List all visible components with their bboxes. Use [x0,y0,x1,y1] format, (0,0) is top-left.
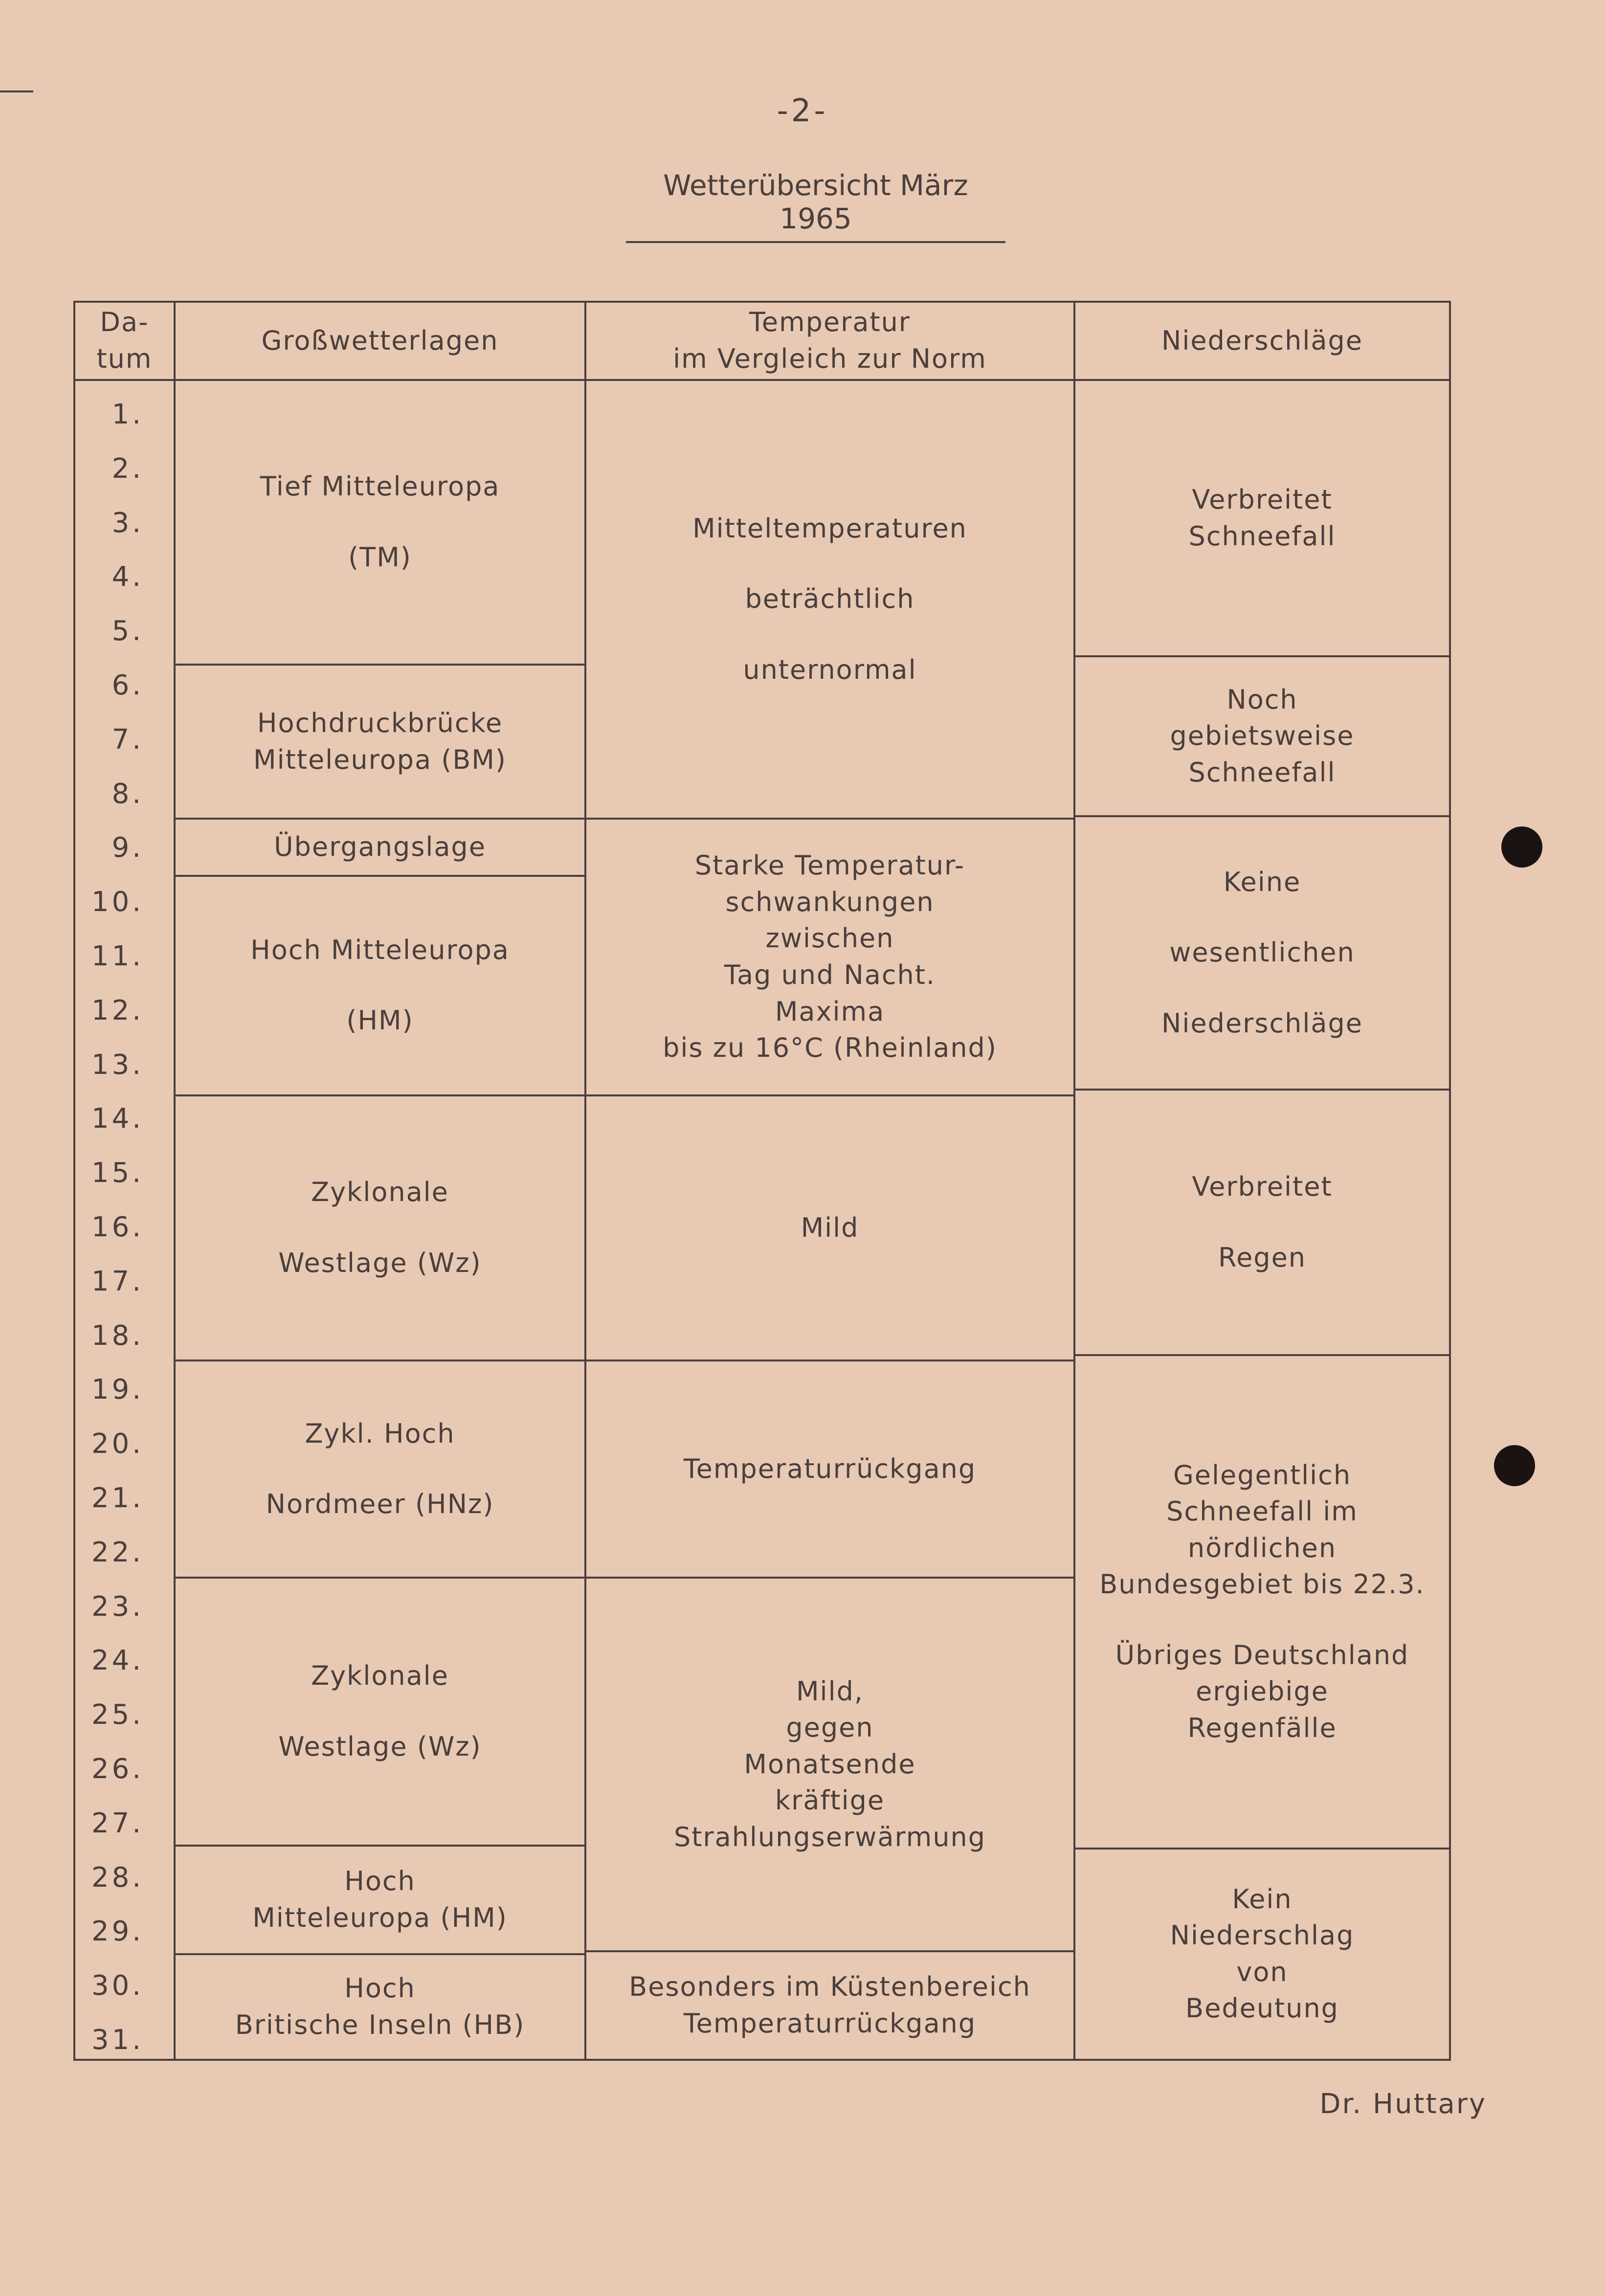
header-temperatur-line: Temperatur [749,307,911,338]
day-number: 15. [91,1157,144,1189]
day-number: 28. [91,1861,144,1894]
niederschlag-cell-line: Bundesgebiet bis 22.3. [1099,1569,1425,1600]
niederschlag-cell-line: Verbreitet [1192,484,1333,515]
grosswetterlage-cell-line: Hochdruckbrücke [257,708,503,739]
niederschlag-cell-line: Schneefall [1188,757,1336,788]
grosswetterlage-cell [174,1953,586,2061]
day-number: 20. [91,1428,144,1460]
day-number: 10. [91,886,144,918]
grosswetterlage-cell-line: Zyklonale [311,1660,449,1692]
grosswetterlage-cell-line: Britische Inseln (HB) [235,2009,525,2040]
niederschlag-cell [1073,1354,1451,1849]
day-number: 4. [111,561,144,593]
day-number: 19. [91,1374,144,1406]
temperatur-cell-line: Temperaturrückgang [683,1453,977,1484]
temperatur-cell-line: gegen [786,1712,874,1743]
niederschlag-cell-line: Niederschlag [1170,1920,1355,1951]
punch-hole [1501,826,1542,868]
day-number: 30. [91,1970,144,2002]
temperatur-cell-line: bis zu 16°C (Rheinland) [663,1032,997,1064]
temperatur-cell-line: Starke Temperatur- [694,850,965,881]
grosswetterlage-cell-line: Übergangslage [274,831,486,863]
temperatur-cell-line: Mitteltemperaturen [692,513,967,544]
day-number: 2. [111,452,144,485]
niederschlag-cell-line: von [1236,1956,1288,1987]
grosswetterlage-cell-line: Nordmeer (HNz) [266,1489,494,1520]
temperatur-cell-line: Mild, [796,1675,864,1707]
header-datum-line: tum [96,343,153,374]
niederschlag-cell-line: ergiebige [1196,1676,1329,1707]
grosswetterlage-cell [174,875,586,1096]
day-number: 14. [91,1103,144,1135]
niederschlag-cell-line: Bedeutung [1185,1993,1339,2024]
day-number: 27. [91,1807,144,1839]
niederschlag-cell-line: Schneefall im [1166,1496,1358,1527]
niederschlag-cell-line: Übriges Deutschland [1115,1639,1409,1671]
day-number: 24. [91,1645,144,1677]
day-number: 22. [91,1536,144,1568]
niederschlag-cell-line: Regen [1218,1242,1307,1273]
grosswetterlage-cell-line: Mitteleuropa (HM) [252,1902,508,1933]
day-number: 29. [91,1916,144,1948]
niederschlag-cell-line: nördlichen [1187,1532,1337,1563]
page-number: -2- [777,93,828,129]
temperatur-cell [584,1360,1075,1578]
temperatur-cell [584,818,1075,1096]
grosswetterlage-cell-line: Zyklonale [311,1177,449,1208]
grosswetterlage-cell-line: Hoch [344,1866,416,1897]
temperatur-cell [584,1577,1075,1953]
weather-table [73,301,1449,2059]
day-number: 18. [91,1319,144,1352]
grosswetterlage-cell-line: Hoch Mitteleuropa [250,934,510,965]
niederschlag-cell-line: Verbreitet [1192,1171,1333,1203]
grosswetterlage-cell-line: Mitteleuropa (BM) [253,744,507,775]
grosswetterlage-cell-line: Hoch [344,1973,416,2004]
temperatur-cell-line: zwischen [765,923,894,954]
grosswetterlage-cell-line: Tief Mitteleuropa [260,471,500,502]
temperatur-cell [584,1094,1075,1362]
niederschlag-cell-line: Niederschläge [1161,1007,1363,1039]
niederschlag-cell-line: Schneefall [1188,520,1336,552]
datum-column [73,379,176,2061]
temperatur-cell-line: Maxima [775,996,885,1027]
niederschlag-cell-line: gebietsweise [1170,720,1355,752]
grosswetterlage-cell [174,664,586,820]
day-number: 25. [91,1699,144,1731]
punch-hole [1494,1445,1535,1486]
header-grosswetterlagen-label: Großwetterlagen [261,325,499,356]
temperatur-cell-line: Temperaturrückgang [683,2007,977,2039]
header-niederschlaege-label: Niederschläge [1161,325,1363,356]
niederschlag-cell [1073,1848,1451,2061]
signature: Dr. Huttary [1319,2088,1487,2120]
day-number: 9. [111,832,144,864]
day-number: 7. [111,723,144,756]
day-number: 3. [111,507,144,539]
temperatur-cell-line: schwankungen [725,886,935,917]
grosswetterlage-cell [174,1094,586,1362]
header-datum [73,301,176,381]
grosswetterlage-cell-line: (HM) [346,1005,414,1036]
grosswetterlage-cell [174,379,586,666]
grosswetterlage-cell [174,818,586,876]
niederschlag-cell-line: Kein [1232,1883,1293,1915]
niederschlag-cell-line: wesentlichen [1169,937,1355,968]
day-number: 26. [91,1753,144,1785]
niederschlag-cell-line: Gelegentlich [1173,1459,1352,1491]
page-title: Wetterübersicht März 1965 [626,169,1005,243]
day-number: 6. [111,669,144,701]
header-temperatur-line: im Vergleich zur Norm [673,343,987,374]
temperatur-cell-line: kräftige [775,1785,885,1816]
temperatur-cell-line: unternormal [743,654,917,685]
margin-mark [0,90,33,92]
niederschlag-cell-line: Noch [1226,684,1298,715]
grosswetterlage-cell-line: Westlage (Wz) [278,1731,482,1762]
temperatur-cell-line: Monatsende [744,1748,916,1780]
day-number: 12. [91,994,144,1026]
header-datum-line: Da- [100,307,149,338]
temperatur-cell-line: beträchtlich [745,583,915,615]
day-number: 8. [111,778,144,810]
day-number: 5. [111,615,144,647]
grosswetterlage-cell [174,1845,586,1955]
niederschlag-cell [1073,655,1451,817]
niederschlag-cell [1073,1089,1451,1356]
day-number: 23. [91,1590,144,1623]
header-grosswetterlagen [174,301,586,381]
day-number: 11. [91,940,144,972]
temperatur-cell-line: Tag und Nacht. [724,959,936,990]
grosswetterlage-cell-line: Zykl. Hoch [305,1418,455,1449]
grosswetterlage-cell-line: Westlage (Wz) [278,1248,482,1278]
temperatur-cell [584,1950,1075,2061]
header-niederschlaege [1073,301,1451,381]
niederschlag-cell [1073,379,1451,657]
niederschlag-cell-line: Keine [1223,866,1301,897]
day-number: 21. [91,1482,144,1514]
temperatur-cell-line: Mild [801,1212,859,1243]
niederschlag-cell [1073,815,1451,1091]
niederschlag-cell-line: Regenfälle [1187,1712,1337,1743]
temperatur-cell-line: Strahlungserwärmung [673,1821,986,1852]
header-temperatur [584,301,1075,381]
temperatur-cell-line: Besonders im Küstenbereich [629,1971,1031,2003]
grosswetterlage-cell [174,1577,586,1847]
day-number: 16. [91,1211,144,1243]
temperatur-cell [584,379,1075,820]
day-number: 31. [91,2024,144,2056]
day-number: 13. [91,1048,144,1081]
day-number: 1. [111,399,144,430]
grosswetterlage-cell [174,1360,586,1578]
day-number: 17. [91,1265,144,1297]
grosswetterlage-cell-line: (TM) [348,541,412,573]
